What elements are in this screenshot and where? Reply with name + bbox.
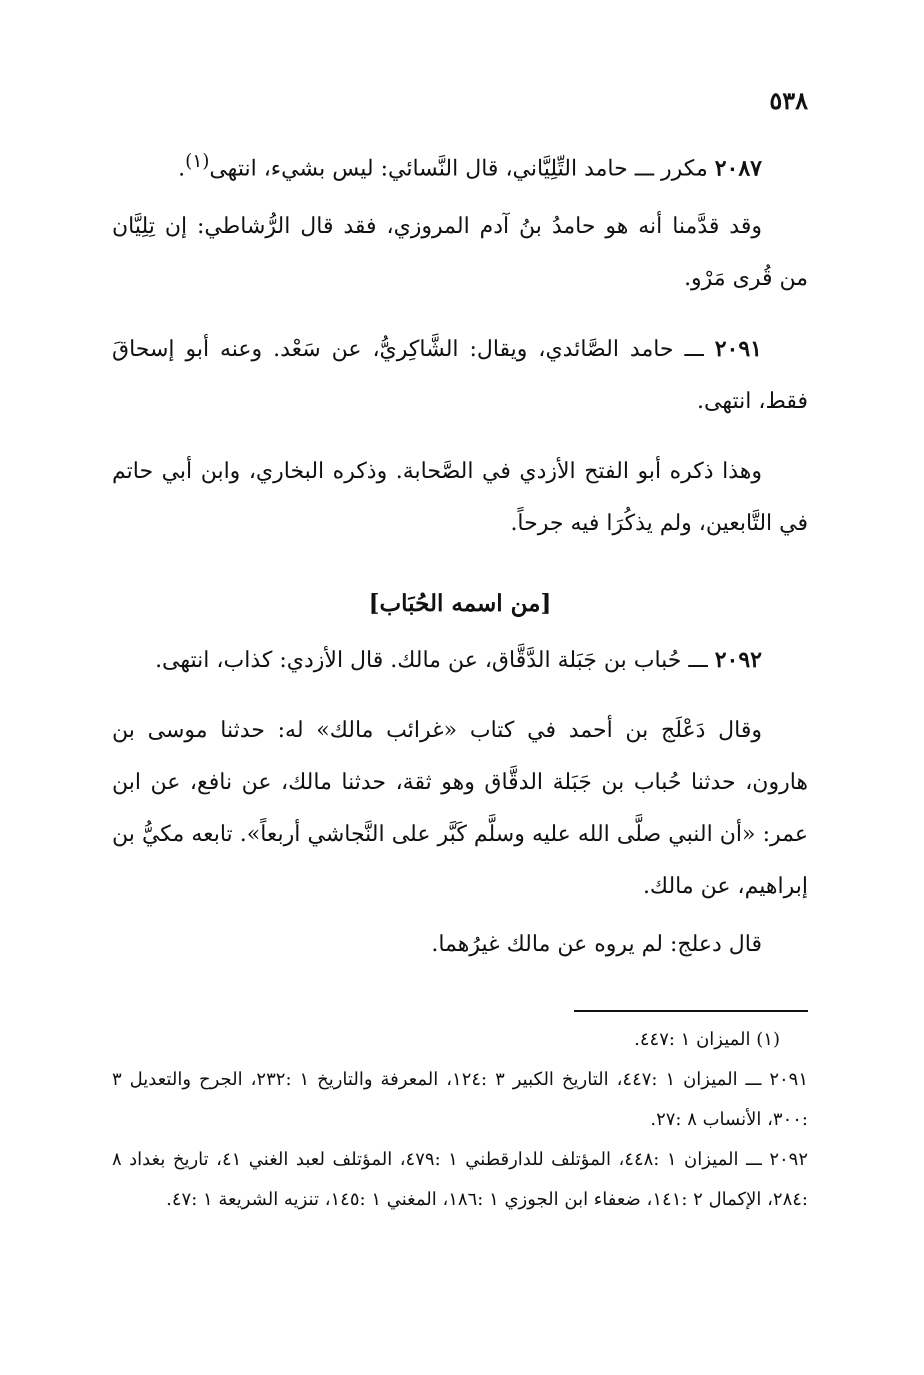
footnote-2091: ٢٠٩١ ـــ الميزان ١ :٤٤٧، التاريخ الكبير ٣ :١٢٤، المعرفة والتاريخ ١ :٢٣٢، الجرح والتعديل ٣ :٣٠٠، الأنساب ٨ :٢٧.: [112, 1069, 808, 1130]
entry-text: ـــ حامد الصَّائدي، ويقال: الشَّاكِريُّ، عن سَعْد. وعنه أبو إسحاقَ فقط، انتهى.: [112, 337, 808, 415]
entry-2091: [112, 323, 808, 428]
footnote-ref: (١): [185, 151, 210, 172]
entry-text: مكرر ـــ حامد التِّلِيَّاني، قال النَّسائي: ليس بشيء، انتهى: [209, 156, 715, 182]
footnotes: [112, 1020, 808, 1220]
entry-2092-note: وقال دَعْلَج بن أحمد في كتاب «غرائب مالك» له: حدثنا موسى بن هارون، حدثنا حُباب بن جَبَلة الدقَّاق وهو ثقة، حدثنا مالك، عن نافع، عن ابن عمر: «أن النبي صلَّى الله عليه وسلَّم كَبَّر على النَّجاشي أربعاً». تابعه مكيُّ بن إبراهيم، عن مالك.: [112, 718, 808, 900]
entry-number: ٢٠٩١: [714, 336, 762, 363]
entry-2087-note: وقد قدَّمنا أنه هو حامدُ بنُ آدم المروزي، فقد قال الرُّشاطي: إن تِلِيَّان من قُرى مَرْو.: [112, 214, 808, 292]
page-number: ٥٣٨: [769, 86, 808, 115]
entry-number: ٢٠٩٢: [714, 647, 762, 674]
main-text: [112, 136, 808, 971]
entry-2087: [112, 136, 808, 195]
section-heading: [من اسمه الحُبَاب]: [368, 590, 552, 618]
entry-2092: [112, 634, 808, 687]
footnote-separator: [574, 1010, 808, 1012]
footnote-2092: ٢٠٩٢ ـــ الميزان ١ :٤٤٨، المؤتلف للدارقطني ١ :٤٧٩، المؤتلف لعبد الغني ٤١، تاريخ بغداد ٨ :٢٨٤، الإكمال ٢ :١٤١، ضعفاء ابن الجوزي ١ :١٨٦، المغني ١ :١٤٥، تنزيه الشريعة ١ :٤٧.: [112, 1149, 808, 1210]
entry-2092-note2: قال دعلج: لم يروه عن مالك غيرُهما.: [431, 932, 762, 958]
entry-end: .: [178, 156, 186, 182]
entry-2091-note: وهذا ذكره أبو الفتح الأزدي في الصَّحابة. وذكره البخاري، وابن أبي حاتم في التَّابعين، ولم يذكُرَا فيه جرحاً.: [112, 459, 808, 537]
entry-text: ـــ حُباب بن جَبَلة الدَّقَّاق، عن مالك. قال الأزدي: كذاب، انتهى.: [155, 648, 715, 674]
entry-number: ٢٠٨٧: [714, 155, 762, 182]
footnote-1: (١) الميزان ١ :٤٤٧.: [634, 1029, 780, 1050]
